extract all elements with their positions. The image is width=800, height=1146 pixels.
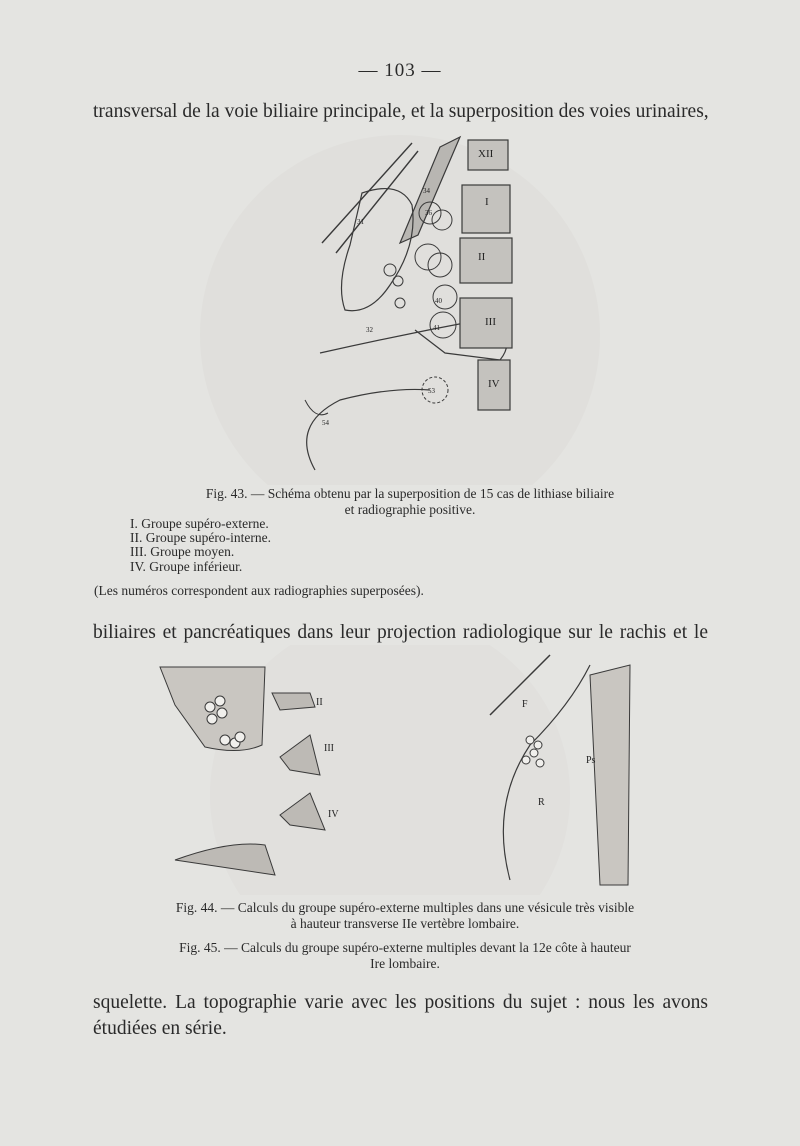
vertebra-label: II (478, 251, 486, 263)
case-number: 41 (433, 324, 440, 332)
legend-item: III. Groupe moyen. (130, 544, 235, 560)
body-text-line: biliaires et pancréatiques dans leur projection radiologique sur le rachis et le (93, 622, 708, 643)
vertebra-ii (460, 238, 512, 283)
region-label: R (538, 797, 545, 808)
vertebra-label: I (485, 196, 489, 208)
region-label: Ps (586, 755, 596, 766)
region-label: F (522, 699, 528, 710)
calculus (530, 749, 538, 757)
caption-line: Fig. 44. — Calculs du groupe supéro-externe multiples dans une vésicule très visible (175, 900, 635, 915)
caption-line: Fig. 43. — Schéma obtenu par la superposition de 15 cas de lithiase biliaire (205, 486, 615, 501)
vertebra-label: XII (478, 148, 494, 160)
figure-45-caption (115, 940, 695, 972)
figure-43-drawing (100, 125, 700, 485)
spine-column (590, 665, 630, 885)
legend-item: IV. Groupe inférieur. (130, 558, 243, 574)
legend-item: I. Groupe supéro-externe. (130, 516, 269, 531)
calculus (205, 702, 215, 712)
figures-44-45-svg (150, 645, 650, 895)
case-number: 53 (428, 387, 435, 395)
calculus (536, 759, 544, 767)
body-text-line: transversal de la voie biliaire principale, et la superposition des voies urinaires, (93, 101, 709, 122)
vertebra-label: IV (488, 378, 500, 390)
caption-line: à hauteur transverse IIe vertèbre lombaire. (290, 916, 520, 931)
calculus (217, 708, 227, 718)
caption-line: et radiographie positive. (344, 502, 476, 517)
case-number: 34 (423, 187, 430, 195)
figure-44-caption (115, 900, 695, 932)
vertebra-label: III (324, 743, 334, 754)
body-text-line: étudiées en série. (93, 1018, 227, 1039)
vertebra-label: IV (328, 809, 339, 820)
page-number: — 103 — (358, 60, 442, 81)
figure-43-svg (100, 125, 700, 485)
calculus (526, 736, 534, 744)
vertebra-ii (272, 693, 315, 710)
case-number: 32 (366, 326, 373, 334)
figures-44-45-drawing (150, 645, 650, 895)
figure-43-caption (130, 486, 690, 518)
calculus (522, 756, 530, 764)
vertebra-i (462, 185, 510, 233)
calculus (235, 732, 245, 742)
calculus (207, 714, 217, 724)
plate-background (200, 135, 600, 485)
vertebra-label: III (485, 316, 496, 328)
case-number: 36 (425, 209, 432, 217)
case-number: 54 (322, 419, 329, 427)
case-number: 31 (357, 218, 364, 226)
body-text-line: squelette. La topographie varie avec les positions du sujet : nous les avons (93, 992, 708, 1013)
rib-shape (175, 844, 275, 875)
figure-43-note: (Les numéros correspondent aux radiographies superposées). (94, 583, 424, 598)
caption-line: Ire lombaire. (370, 956, 440, 971)
calculus (220, 735, 230, 745)
caption-line: Fig. 45. — Calculs du groupe supéro-externe multiples devant la 12e côte à hauteur (179, 940, 631, 955)
legend-item: II. Groupe supéro-interne. (130, 530, 271, 546)
vertebra-label: II (316, 697, 323, 708)
case-number: 40 (435, 297, 442, 305)
calculus (534, 741, 542, 749)
figure-43-legend (130, 517, 271, 574)
calculus (215, 696, 225, 706)
